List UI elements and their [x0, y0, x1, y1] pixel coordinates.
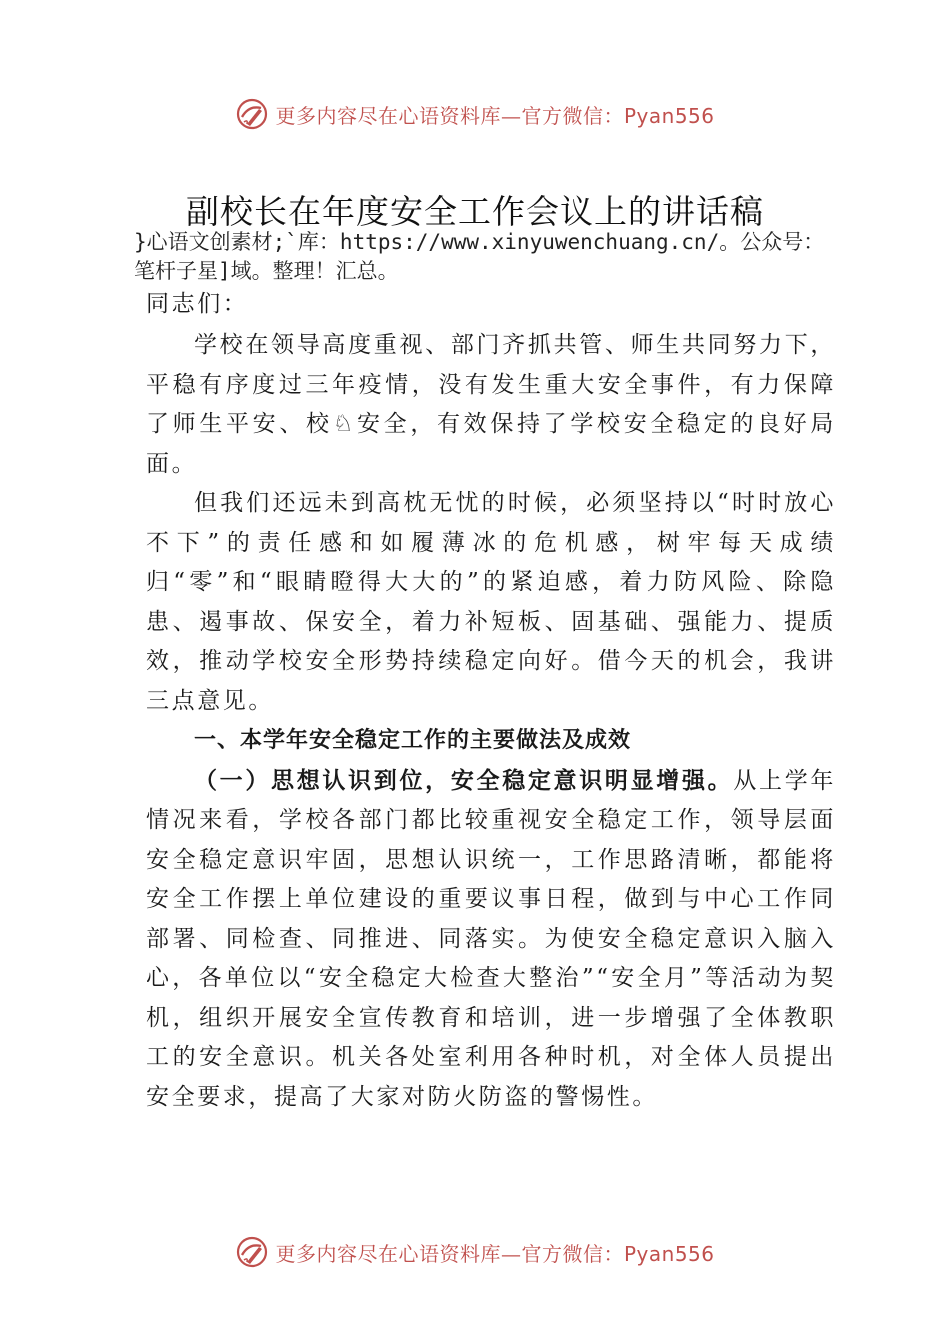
banner-label: 更多内容尽在心语资料库—官方微信： — [275, 1241, 624, 1266]
section-heading: 一、本学年安全稳定工作的主要做法及成效 — [194, 728, 632, 753]
banner-text — [275, 1238, 714, 1267]
paragraph-1: 学校在领导高度重视、部门齐抓共管、师生共同努力下，平稳有序度过三年疫情，没有发生重大安全事件，有力保障了师生平安、校♘安全，有效保持了学校安全稳定的良好局面。 — [146, 332, 836, 477]
paragraph-2: 但我们还远未到高枕无忧的时候，必须坚持以“时时放心不下”的责任感和如履薄冰的危机感，树牢每天成绩归“零”和“眼睛瞪得大大的”的紧迫感，着力防风险、除隐患、遏事故、保安全，着力补短板、固基础、强能力、提质效，推动学校安全形势持续稳定向好。借今天的机会，我讲三点意见。 — [146, 490, 836, 714]
greeting: 同志们： — [146, 291, 249, 317]
pen-logo-icon — [235, 1235, 269, 1269]
banner-label: 更多内容尽在心语资料库—官方微信： — [275, 103, 624, 128]
banner-text — [275, 100, 714, 129]
subsection-paragraph — [146, 761, 836, 1118]
wechat-id: Pyan556 — [623, 1241, 715, 1266]
pen-logo-icon — [235, 97, 269, 131]
subsection-body: 从上学年情况来看，学校各部门都比较重视安全稳定工作，领导层面安全稳定意识牢固，思想认识统一，工作思路清晰，都能将安全工作摆上单位建设的重要议事日程，做到与中心工作同部署、同检查、同推进、同落实。为使安全稳定意识入脑入心，各单位以“安全稳定大检查大整治”“安全月”等活动为契机，组织开展安全宣传教育和培训，进一步增强了全体教职工的安全意识。机关各处室利用各种时机，对全体人员提出安全要求，提高了大家对防火防盗的警惕性。 — [146, 767, 836, 1110]
footer-banner — [0, 1232, 950, 1272]
document-body — [146, 286, 836, 1117]
source-note: }心语文创素材;`库：https://www.xinyuwenchuang.cn/。公众号：笔杆子星]域。整理！汇总。 — [134, 230, 825, 283]
document-title: 副校长在年度安全工作会议上的讲话稿 — [186, 192, 764, 231]
wechat-id: Pyan556 — [623, 103, 715, 128]
subsection-lead: （一）思想认识到位，安全稳定意识明显增强。 — [194, 766, 734, 794]
header-banner — [0, 94, 950, 134]
